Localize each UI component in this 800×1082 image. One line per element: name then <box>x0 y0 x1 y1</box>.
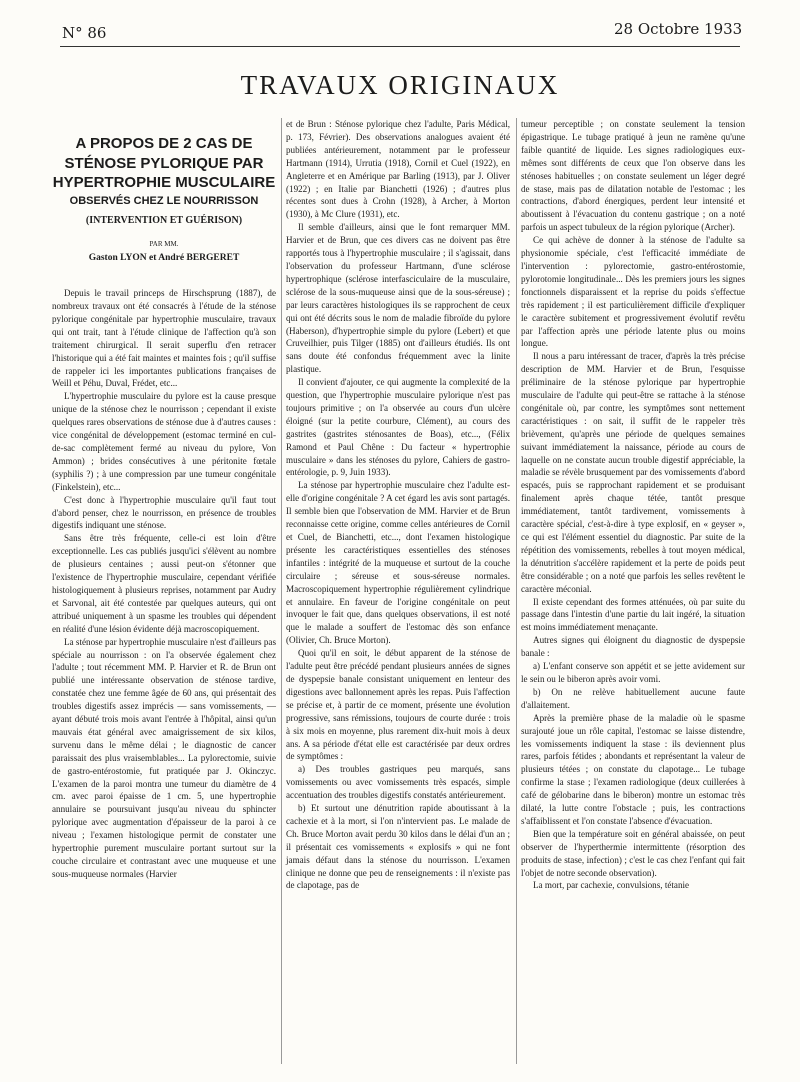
paragraph: La sténose par hypertrophie musculaire n'est d'ailleurs pas spéciale au nourrisson : on l'a observée également chez l'adulte ; tout récemment MM. P. Harvier et R. de Brun ont publié une intéressante observation de sténose tardive, constatée chez une femme âgée de 60 ans, qui présentait des troubles digestifs assez imprécis — sans vomissements, — ayant débuté trois mois avant l'entrée à l'hôpital, ainsi qu'un mauvais état général avec amaigrissement de six kilos, survenu dans le même délai ; le diagnostic de cancer paraissait des plus vraisemblables... La pylorectomie, suivie de gastro-entérostomie, fut pratiquée par J. Okinczyc. L'examen de la paroi montra une tumeur du diamètre de 4 cm. avec paroi épaisse de 1 cm. 5, une hypertrophie annulaire se poursuivant jusqu'au niveau du sphincter pylorique avec augmentation d'épaisseur de la paroi à ce niveau ; l'examen histologique permit de constater une hypertrophie purement musculaire portant surtout sur la couche circulaire et contrastant avec une muqueuse et une sous-muqueuse normales (Harvier <box>52 636 276 879</box>
section-title: TRAVAUX ORIGINAUX <box>240 70 560 100</box>
paragraph: a) Des troubles gastriques peu marqués, sans vomissements ou avec vomissements très espacés, simple accentuation des troubles digestifs constatés antérieurement. <box>286 764 510 801</box>
paragraph: Bien que la température soit en général abaissée, on peut observer de l'hyperthermie intermittente (résorption des produits de stase, infection) ; c'est le cas chez l'enfant qui fait l'objet de notre seconde observation). <box>521 828 745 878</box>
article-parenthetical: (INTERVENTION ET GUÉRISON) <box>85 215 243 227</box>
paragraph: Il convient d'ajouter, ce qui augmente la complexité de la question, que l'hypertrophie musculaire pylorique n'est pas toujours primitive ; on l'a observée au cours d'un ulcère éloigné (sur la petite courbure, Clément), au cours des gastrites (gastrites sténosantes de Boas), etc..., (Félix Ramond et Paul Chêne : Du facteur « hypertrophie musculaire » dans les sténoses du pylore, Cahiers de gastro-entérologie, p. 9, Juin 1933). <box>286 377 510 478</box>
article-title: A PROPOS DE 2 CAS DE STÉNOSE PYLORIQUE PAR HYPERTROPHIE MUSCULAIRE <box>52 135 276 191</box>
paragraph: tumeur perceptible ; on constate seulement la tension épigastrique. Le tubage pratiqué à jeun ne ramène qu'une faible quantité de liquide. Les signes radiologiques eux-mêmes sont différents de ceux que l'on observe dans les sténoses habituelles ; on constate seulement un léger degré de stase, mais pas de dilatation notable de l'estomac ; les contractions, d'abord énergiques, perdent leur intensité et aboutissent à l'évacuation du contenu gastrique ; on a noté parfois un aspect tubuleux de la région pylorique (Archer). <box>521 119 745 233</box>
paragraph: Quoi qu'il en soit, le début apparent de la sténose de l'adulte peut être précédé pendant plusieurs années de signes de dyspepsie banale consistant uniquement en lenteur des digestions avec ballonnement après les repas. Puis l'affection se précise et, à partir de ce moment, présente une évolution progressive, sans rémissions, toujours de courte durée : trois à six mois en moyenne, plus rarement dix-huit mois à deux ans. A sa période d'état elle est caractérisée par deux ordres de symptômes : <box>286 648 510 762</box>
paragraph: C'est donc à l'hypertrophie musculaire qu'il faut tout d'abord penser, chez le nourrisson, en présence de troubles digestifs indiquant une sténose. <box>52 494 276 531</box>
issue-date: 28 Octobre 1933 <box>614 20 743 38</box>
paragraph: et de Brun : Sténose pylorique chez l'adulte, Paris Médical, p. 173, Février). Des observations analogues avaient été publiées antérieurement, notamment par le professeur Hartmann (1914), Urrutia (1918), Cornil et Cuel (1922), en Angleterre et en Amérique par Barling (1913), par J. Oliver (1922) ; en Italie par Bianchetti (1926) ; d'autres plus récentes sont dues à Crohn (1928), à Archer, à Morton (1930), à Mc Clure (1931), etc. <box>286 119 510 220</box>
paragraph: Depuis le travail princeps de Hirschsprung (1887), de nombreux travaux ont été consacrés à l'étude de la sténose pylorique congénitale par hypertrophie musculaire, travaux qui ont trait, tant à l'étude clinique de l'affection qu'à son traitement chirurgical. Il serait superflu d'en retracer l'historique qui a été fait maintes et maintes fois ; qu'il suffise de rappeler ici les importantes publications françaises de Weill et Péhu, Duval, Frédet, etc... <box>52 288 276 389</box>
paragraph: Ce qui achève de donner à la sténose de l'adulte sa physionomie spéciale, c'est l'efficacité immédiate de l'intervention : pylorectomie, gastro-entérostomie, pylorotomie longitudinale... Dès les premiers jours les signes fonctionnels disparaissent et la reprise du poids s'effectue très rapidement ; il est particulièrement difficile d'expliquer le caractère subitement et progressivement évolutif revêtu par l'affection après une période latente plus ou moins longue. <box>521 235 745 349</box>
paragraph: Il semble d'ailleurs, ainsi que le font remarquer MM. Harvier et de Brun, que ces divers cas ne doivent pas être rapportés tous à l'hypertrophie musculaire ; il s'agissait, dans l'observation du professeur Hartmann, d'une sclérose hypertrophique (sclérose interfasciculaire de la musculaire, sclérose de la sous-muqueuse ainsi que de la sous-séreuse) ; par leurs caractères histologiques ils se rapprochent de ceux qui ont été décrits sous le nom de maladie fibroïde du pylore (Haberson), d'hypertrophie simple du pylore (Lebert) et que Cruveilhier, puis Tilger (1885) ont d'ailleurs étudiés. Ils ont sans doute été confondus fréquemment avec la linite plastique. <box>286 222 510 375</box>
paragraph: La sténose par hypertrophie musculaire chez l'adulte est-elle d'origine congénitale ? A cet égard les avis sont partagés. Il semble bien que l'observation de MM. Harvier et de Brun reconnaisse cette origine, comme celles antérieures de Cornil et Cuel, de Bianchetti, etc..., dont l'examen histologique présente les caractéristiques essentielles des sténoses infantiles : intégrité de la muqueuse et surtout de la couche circulaire ; séreuse et sous-séreuse normales. Macroscopiquement hypertrophie régulièrement cylindrique et annulaire. En faveur de l'origine congénitale on peut invoquer le fait que, dans quelques observations, il est noté que le malade a souffert de l'estomac dès son enfance (Olivier, Ch. Bruce Morton). <box>286 480 510 646</box>
column-divider <box>281 118 282 1064</box>
issue-number: N° 86 <box>62 24 107 42</box>
article-subtitle: OBSERVÉS CHEZ LE NOURRISSON <box>69 194 259 207</box>
column-1 <box>52 118 276 881</box>
column-2 <box>286 118 510 892</box>
paragraph: a) L'enfant conserve son appétit et se jette avidement sur le sein ou le biberon après avoir vomi. <box>521 661 745 684</box>
column-3 <box>521 118 745 892</box>
paragraph: Il nous a paru intéressant de tracer, d'après la très précise description de MM. Harvier et de Brun, l'esquisse préliminaire de la sténose pylorique par hypertrophie musculaire de l'adulte qui peut-être se rattache à la sténose congénitale où, par contre, les symptômes sont nettement caractéristiques : on sait, il suffit de le rappeler très brièvement, qu'après une période de quelques semaines suivant immédiatement la naissance, période au cours de laquelle on ne constate aucun trouble digestif appréciable, la maladie se révèle brusquement par des vomissements d'abord espacés, puis se rapprochant rapidement et se produisant finalement après chaque tétée, tantôt presque immédiatement, tantôt tardivement, vomissements à caractère spécial, c'est-à-dire à type explosif, en « geyser », ce qui est l'élément essentiel du diagnostic. Par suite de la répétition des vomissements, rebelles à tout moyen médical, la dénutrition s'accélère rapidement et la perte de poids peut être considérable ; on a noté que parfois les selles revêtent le caractère méconial. <box>521 351 745 594</box>
article-par: PAR MM. <box>149 240 179 249</box>
paragraph: Après la première phase de la maladie où le spasme surajouté joue un rôle capital, l'estomac se laisse distendre, les vomissements indiquent la stase : ils deviennent plus rares, parfois fétides ; abondants et représentant la valeur de plusieurs tétées ; on constate du clapotage... Le tubage confirme la stase ; l'examen radiologique (deux cuillerées à café de gélobarine dans le biberon) montre un estomac très dilaté, la lutte contre l'obstacle ; puis, les contractions s'affaiblissent et l'on constate l'absence d'évacuation. <box>521 712 745 826</box>
paragraph: La mort, par cachexie, convulsions, tétanie <box>533 880 690 891</box>
header-divider <box>60 46 740 47</box>
paragraph: Il existe cependant des formes atténuées, où par suite du passage dans l'intestin d'une partie du lait ingéré, la situation est moins immédiatement menaçante. <box>521 596 745 633</box>
column-divider <box>516 118 517 1064</box>
paragraph: b) On ne relève habituellement aucune faute d'allaitement. <box>521 686 745 710</box>
paragraph: Autres signes qui éloignent du diagnostic de dyspepsie banale : <box>521 635 745 659</box>
article-authors: Gaston LYON et André BERGERET <box>88 253 240 264</box>
paragraph: L'hypertrophie musculaire du pylore est la cause presque unique de la sténose chez le nourrisson ; cependant il existe quelques rares observations de sténose due à d'autres causes : vice congénital de développement (estomac terminé en cul-de-sac complètement fermé au niveau du pylore, Von Ammon) ; brides consécutives à une péritonite fœtale (syphilis ?) ; à une compression par une tumeur congénitale (Finkelstein), etc... <box>52 391 276 492</box>
paragraph: Sans être très fréquente, celle-ci est loin d'être exceptionnelle. Les cas publiés jusqu'ici s'élèvent au nombre de plusieurs centaines ; aussi peut-on s'étonner que l'existence de l'hypertrophie musculaire, cependant vérifiée histologiquement à plusieurs reprises, notamment par Audry et Sarvonal, ait été contestée par quelques auteurs, qui ont attribué uniquement à un spasme les troubles qui dépendent en réalité d'une lésion évidente déjà macroscopiquement. <box>52 533 276 634</box>
paragraph: b) Et surtout une dénutrition rapide aboutissant à la cachexie et à la mort, si l'on n'intervient pas. Le malade de Ch. Bruce Morton avait perdu 30 kilos dans le délai d'un an ; il présentait ces vomissements « explosifs » qui ne font jamais défaut dans la sténose du nourrisson. L'examen clinique ne donne que peu de renseignements : il n'existe pas de clapotage, pas de <box>286 803 510 891</box>
